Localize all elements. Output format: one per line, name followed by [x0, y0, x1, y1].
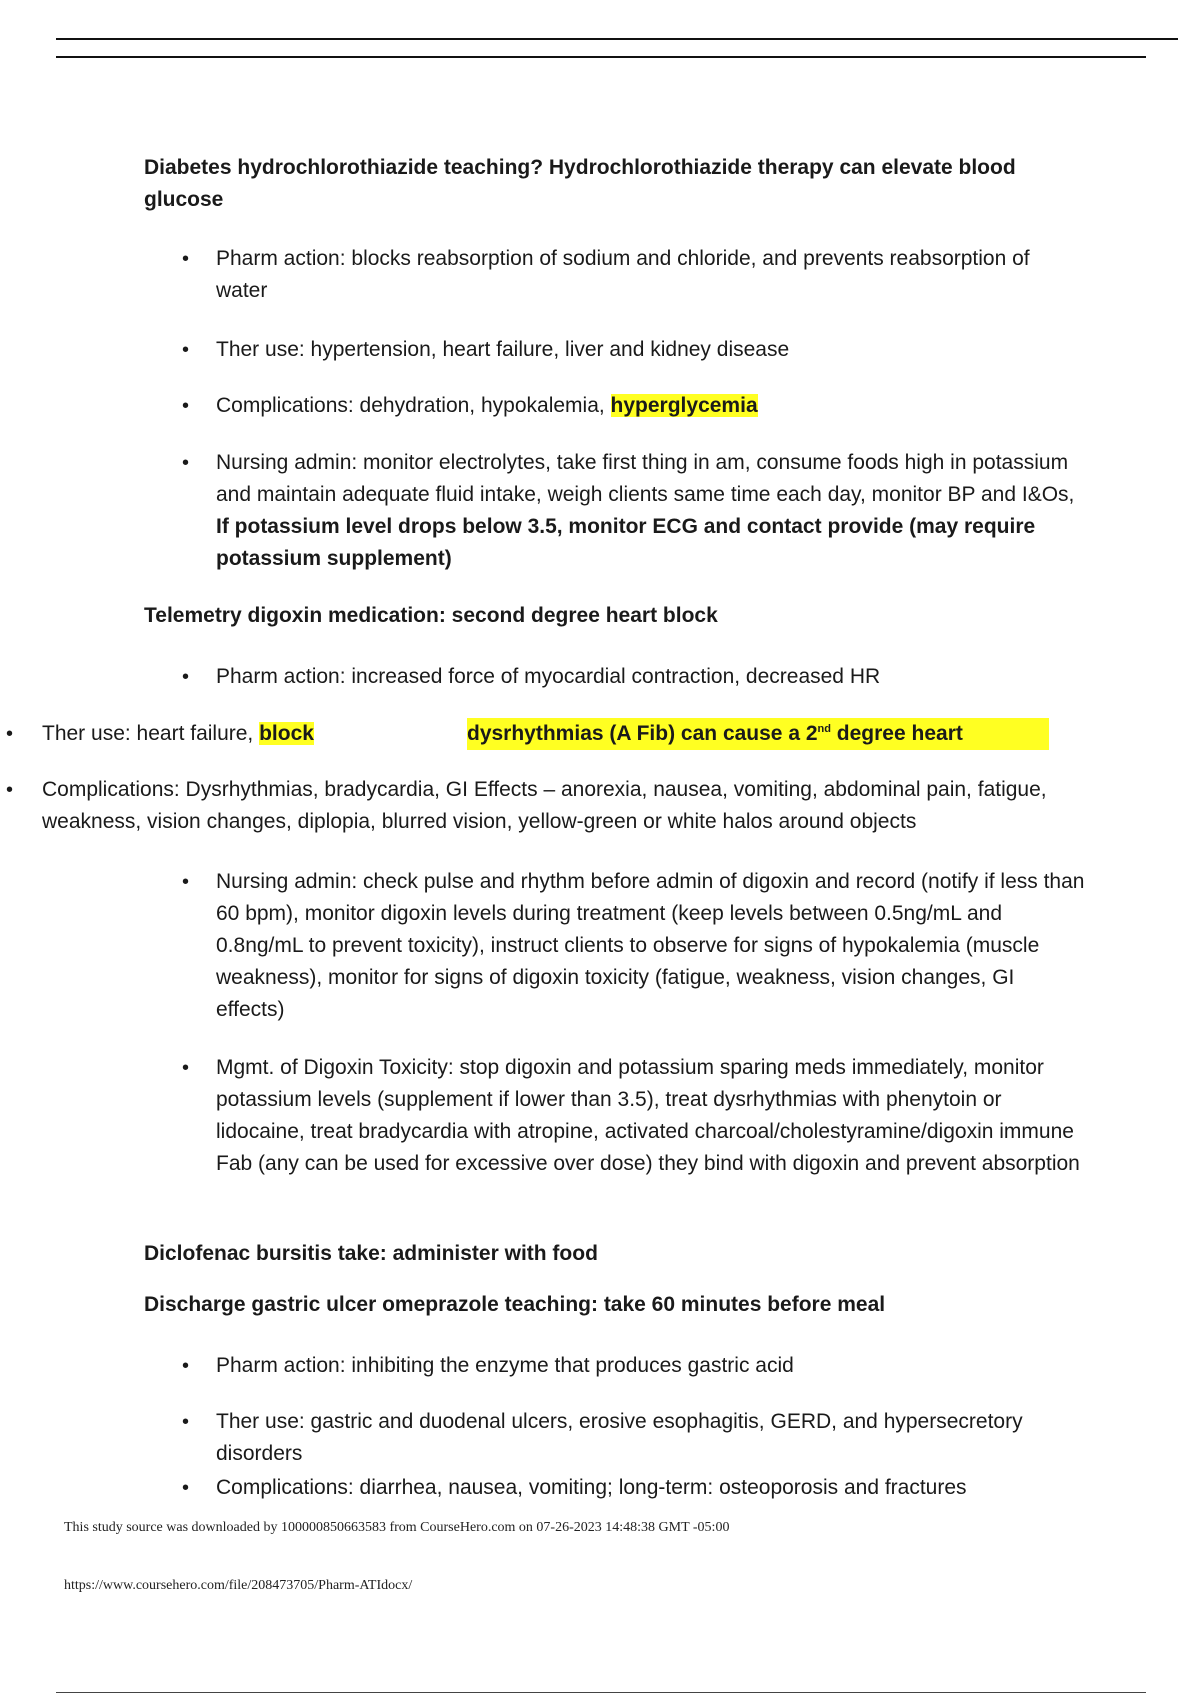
highlighted-phrase-part: dysrhythmias (A Fib) can cause a 2	[467, 722, 818, 745]
heading-omeprazole: Discharge gastric ulcer omeprazole teaching: take 60 minutes before meal	[144, 1293, 886, 1316]
bullet-icon: •	[182, 1355, 190, 1377]
bottom-rule	[56, 1692, 1146, 1693]
highlighted-phrase-part: degree heart	[830, 722, 963, 745]
list-item-digoxin-nursing	[182, 866, 1086, 1026]
list-item-digoxin-pharm	[182, 661, 1086, 693]
highlighted-term: block	[259, 722, 314, 745]
list-item-digoxin-comp	[6, 774, 1082, 838]
heading-digoxin: Telemetry digoxin medication: second degree heart block	[144, 604, 718, 627]
list-item-hctz-comp	[182, 390, 1086, 422]
list-item-text: Ther use: heart failure,	[42, 722, 260, 745]
list-item-text: Ther use: gastric and duodenal ulcers, erosive esophagitis, GERD, and hypersecretory disorders	[216, 1410, 1023, 1465]
list-item-omeprazole-pharm	[182, 1350, 1086, 1382]
bullet-icon: •	[182, 1477, 190, 1499]
bullet-icon: •	[182, 1411, 190, 1433]
bullet-icon: •	[6, 723, 14, 745]
list-item-text: Complications: Dysrhythmias, bradycardia, GI Effects – anorexia, nausea, vomiting, abdominal pain, fatigue, weakness, vision changes, diplopia, blurred vision, yellow-green or white halos around objects	[42, 778, 1047, 833]
highlighted-term: hyperglycemia	[610, 394, 758, 417]
list-item-digoxin-ther	[6, 718, 1142, 750]
list-item-hctz-pharm	[182, 243, 1086, 307]
top-rule-inner	[56, 56, 1146, 58]
bullet-icon: •	[182, 248, 190, 270]
bold-warning: If potassium level drops below 3.5, monitor ECG and contact provide (may require potassium supplement)	[216, 515, 1036, 570]
list-item-text: Nursing admin: check pulse and rhythm before admin of digoxin and record (notify if less than 60 bpm), monitor digoxin levels during treatment (keep levels between 0.5ng/mL and 0.8ng/mL to prevent toxicity), instruct clients to observe for signs of hypokalemia (muscle weakness), monitor for signs of digoxin toxicity (fatigue, weakness, vision changes, GI effects)	[216, 870, 1085, 1021]
list-item-hctz-ther	[182, 334, 1086, 366]
list-item-omeprazole-comp	[182, 1472, 1086, 1504]
top-rule	[56, 38, 1178, 40]
bullet-icon: •	[182, 1057, 190, 1079]
heading-hctz: Diabetes hydrochlorothiazide teaching? Hydrochlorothiazide therapy can elevate blood glucose	[144, 156, 1016, 211]
heading-diclofenac: Diclofenac bursitis take: administer with food	[144, 1242, 598, 1265]
download-note: This study source was downloaded by 100000850663583 from CourseHero.com on 07-26-2023 14:48:38 GMT -05:00	[64, 1520, 730, 1535]
list-item-omeprazole-ther	[182, 1406, 1086, 1470]
list-item-digoxin-toxicity	[182, 1052, 1086, 1180]
superscript: nd	[817, 723, 831, 735]
highlighted-phrase	[467, 718, 963, 750]
list-item-text: Complications: dehydration, hypokalemia,	[216, 394, 611, 417]
bullet-icon: •	[182, 339, 190, 361]
bullet-icon: •	[182, 666, 190, 688]
list-item-text: Complications: diarrhea, nausea, vomiting; long-term: osteoporosis and fractures	[216, 1476, 967, 1499]
list-item-text: Ther use: hypertension, heart failure, liver and kidney disease	[216, 338, 790, 361]
bullet-icon: •	[6, 779, 14, 801]
source-url[interactable]: https://www.coursehero.com/file/208473705/Pharm-ATIdocx/	[64, 1578, 413, 1593]
bullet-icon: •	[182, 395, 190, 417]
list-item-text: Pharm action: blocks reabsorption of sodium and chloride, and prevents reabsorption of water	[216, 247, 1030, 302]
list-item-hctz-nursing	[182, 447, 1086, 575]
list-item-text: Pharm action: increased force of myocardial contraction, decreased HR	[216, 665, 881, 688]
bullet-icon: •	[182, 452, 190, 474]
list-item-text: Nursing admin: monitor electrolytes, take first thing in am, consume foods high in potassium and maintain adequate fluid intake, weigh clients same time each day, monitor BP and I&Os,	[216, 451, 1075, 506]
bullet-icon: •	[182, 871, 190, 893]
list-item-text: Pharm action: inhibiting the enzyme that produces gastric acid	[216, 1354, 794, 1377]
list-item-text: Mgmt. of Digoxin Toxicity: stop digoxin and potassium sparing meds immediately, monitor potassium levels (supplement if lower than 3.5), treat dysrhythmias with phenytoin or lidocaine, treat bradycardia with atropine, activated charcoal/cholestyramine/digoxin immune Fab (any can be used for excessive over dose) they bind with digoxin and prevent absorption	[216, 1056, 1080, 1175]
